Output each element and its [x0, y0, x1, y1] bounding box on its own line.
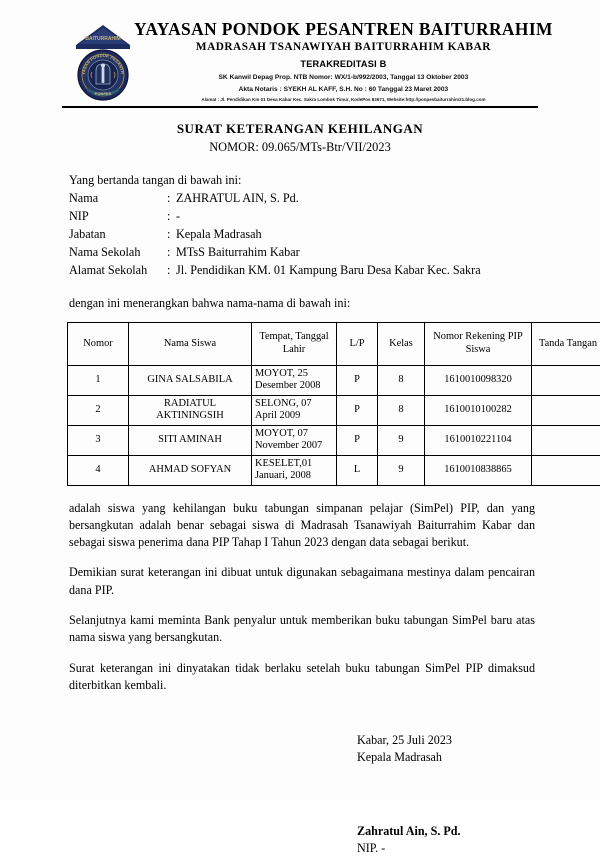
identity-row-jabatan: [69, 226, 481, 244]
cell-tanda-tangan: [532, 365, 600, 395]
cell-tanggal-lahir: Januari, 2008: [255, 470, 333, 482]
identity-label-jabatan: Jabatan: [69, 226, 167, 244]
table-row: [68, 455, 600, 485]
identity-value-alamat-sekolah: Jl. Pendidikan KM. 01 Kampung Baru Desa Kabar Kec. Sakra: [176, 262, 481, 280]
identity-value-nama: ZAHRATUL AIN, S. Pd.: [176, 190, 481, 208]
cell-kelas: 8: [378, 365, 425, 395]
legal-decree-line: SK Kanwil Depag Prop. NTB Nomor: WX/1-b/992/2003, Tanggal 13 Oktober 2003: [134, 73, 553, 83]
cell-tanda-tangan: [532, 455, 600, 485]
student-data-table: [67, 322, 600, 486]
column-header-lp: L/P: [337, 322, 378, 365]
letterhead-divider: [62, 106, 538, 108]
column-header-tanda-tangan: Tanda Tangan: [532, 322, 600, 365]
svg-text:PONPES: PONPES: [95, 91, 112, 96]
signatory-identity-table: [69, 190, 481, 279]
identity-intro: Yang bertanda tangan di bawah ini:: [69, 172, 538, 189]
student-list-lead-in: dengan ini menerangkan bahwa nama-nama di bawah ini:: [69, 295, 538, 312]
column-header-nomor-rekening: Nomor Rekening PIP Siswa: [425, 322, 532, 365]
body-paragraph-4: Surat keterangan ini dinyatakan tidak berlaku setelah buku tabungan SimPel PIP dimaksud diterbitkan kembali.: [69, 660, 535, 695]
organization-name: YAYASAN PONDOK PESANTREN BAITURRAHIM: [134, 20, 553, 39]
signature-place-date: Kabar, 25 Juli 2023: [357, 732, 538, 749]
cell-lp: P: [337, 395, 378, 425]
cell-rekening: 1610010838865: [425, 455, 532, 485]
identity-colon-jabatan: :: [167, 226, 176, 244]
identity-value-jabatan: Kepala Madrasah: [176, 226, 481, 244]
identity-row-alamat-sekolah: [69, 262, 481, 280]
identity-colon-nip: :: [167, 208, 176, 226]
svg-text:YAYASAN PONDOK PESANTREN: YASAN PONDOK PESANTR: [66, 18, 125, 75]
svg-text:BAITURRAHIM: BAITURRAHIM: [85, 36, 120, 42]
table-header-row: [68, 322, 600, 365]
cell-tempat-lahir: KESELET,01: [255, 458, 333, 470]
table-row: [68, 395, 600, 425]
cell-tanggal-lahir: April 2009: [255, 410, 333, 422]
cell-kelas: 8: [378, 395, 425, 425]
cell-lp: L: [337, 455, 378, 485]
notary-deed-line: Akta Notaris : SYEKH AL KAFF, S.H. No : 60 Tanggal 23 Maret 2003: [134, 85, 553, 95]
cell-rekening: 1610010098320: [425, 365, 532, 395]
table-row: [68, 425, 600, 455]
identity-value-nama-sekolah: MTsS Baiturrahim Kabar: [176, 244, 481, 262]
cell-kelas: 9: [378, 425, 425, 455]
signature-position: Kepala Madrasah: [357, 749, 538, 766]
cell-tempat-tanggal-lahir: [252, 455, 337, 485]
cell-nomor: 1: [68, 365, 129, 395]
cell-lp: P: [337, 365, 378, 395]
cell-rekening: 1610010221104: [425, 425, 532, 455]
identity-colon-nama-sekolah: :: [167, 244, 176, 262]
cell-tempat-lahir: MOYOT, 25: [255, 368, 333, 380]
identity-colon-nama: :: [167, 190, 176, 208]
cell-rekening: 1610010100282: [425, 395, 532, 425]
table-row: [68, 365, 600, 395]
cell-nama: SITI AMINAH: [129, 425, 252, 455]
identity-row-nip: [69, 208, 481, 226]
accreditation-status: TERAKREDITASI B: [134, 58, 553, 71]
body-paragraph-1: adalah siswa yang kehilangan buku tabungan simpanan pelajar (SimPel) PIP, dan yang bersangkutan adalah benar sebagai siswa di Madrasah Tsanawiyah Baiturrahim Kabar dan sebagai siswa penerima dana PIP Tahap I Tahun 2023 dengan data sebagai berikut.: [69, 500, 535, 552]
document-number: NOMOR: 09.065/MTs-Btr/VII/2023: [62, 139, 538, 156]
cell-tempat-lahir: MOYOT, 07: [255, 428, 333, 440]
cell-tanggal-lahir: November 2007: [255, 440, 333, 452]
cell-nomor: 2: [68, 395, 129, 425]
column-header-nama-siswa: Nama Siswa: [129, 322, 252, 365]
signature-nip: NIP. -: [357, 840, 538, 858]
column-header-tempat-tanggal-lahir: Tempat, Tanggal Lahir: [252, 322, 337, 365]
letterhead-text: [134, 14, 553, 103]
identity-colon-alamat-sekolah: :: [167, 262, 176, 280]
identity-label-nama: Nama: [69, 190, 167, 208]
cell-nama: RADIATUL AKTININGSIH: [129, 395, 252, 425]
identity-label-nip: NIP: [69, 208, 167, 226]
cell-tanda-tangan: [532, 425, 600, 455]
signature-block: [357, 732, 538, 857]
school-logo: [66, 18, 140, 102]
school-name: MADRASAH TSANAWIYAH BAITURRAHIM KABAR: [134, 40, 553, 55]
cell-nomor: 3: [68, 425, 129, 455]
identity-label-alamat-sekolah: Alamat Sekolah: [69, 262, 167, 280]
letterhead: [62, 14, 538, 103]
cell-nama: AHMAD SOFYAN: [129, 455, 252, 485]
cell-tanggal-lahir: Desember 2008: [255, 380, 333, 392]
document-title-block: [62, 121, 538, 156]
address-line: Alamat : Jl. Pendidikan Km 01 Desa Kabar Kec. Sakra Lombok Timur, KodePos 83671, Website:http://ponpesbaiturrahim21.blog.com: [134, 96, 553, 103]
cell-kelas: 9: [378, 455, 425, 485]
column-header-nomor: Nomor: [68, 322, 129, 365]
body-paragraph-3: Selanjutnya kami meminta Bank penyalur untuk memberikan buku tabungan SimPel baru atas nama siswa yang bersangkutan.: [69, 612, 535, 647]
cell-tempat-lahir: SELONG, 07: [255, 398, 333, 410]
identity-value-nip: -: [176, 208, 481, 226]
cell-lp: P: [337, 425, 378, 455]
identity-label-nama-sekolah: Nama Sekolah: [69, 244, 167, 262]
cell-tempat-tanggal-lahir: [252, 365, 337, 395]
identity-row-nama: [69, 190, 481, 208]
cell-tanda-tangan: [532, 395, 600, 425]
body-paragraph-2: Demikian surat keterangan ini dibuat untuk digunakan sebagaimana mestinya dalam pencairan dana PIP.: [69, 564, 535, 599]
document-title: SURAT KETERANGAN KEHILANGAN: [62, 121, 538, 138]
school-logo-emblem: [66, 18, 140, 102]
signature-name: Zahratul Ain, S. Pd.: [357, 823, 538, 841]
column-header-kelas: Kelas: [378, 322, 425, 365]
identity-row-nama-sekolah: [69, 244, 481, 262]
cell-tempat-tanggal-lahir: [252, 395, 337, 425]
cell-tempat-tanggal-lahir: [252, 425, 337, 455]
cell-nomor: 4: [68, 455, 129, 485]
cell-nama: GINA SALSABILA: [129, 365, 252, 395]
